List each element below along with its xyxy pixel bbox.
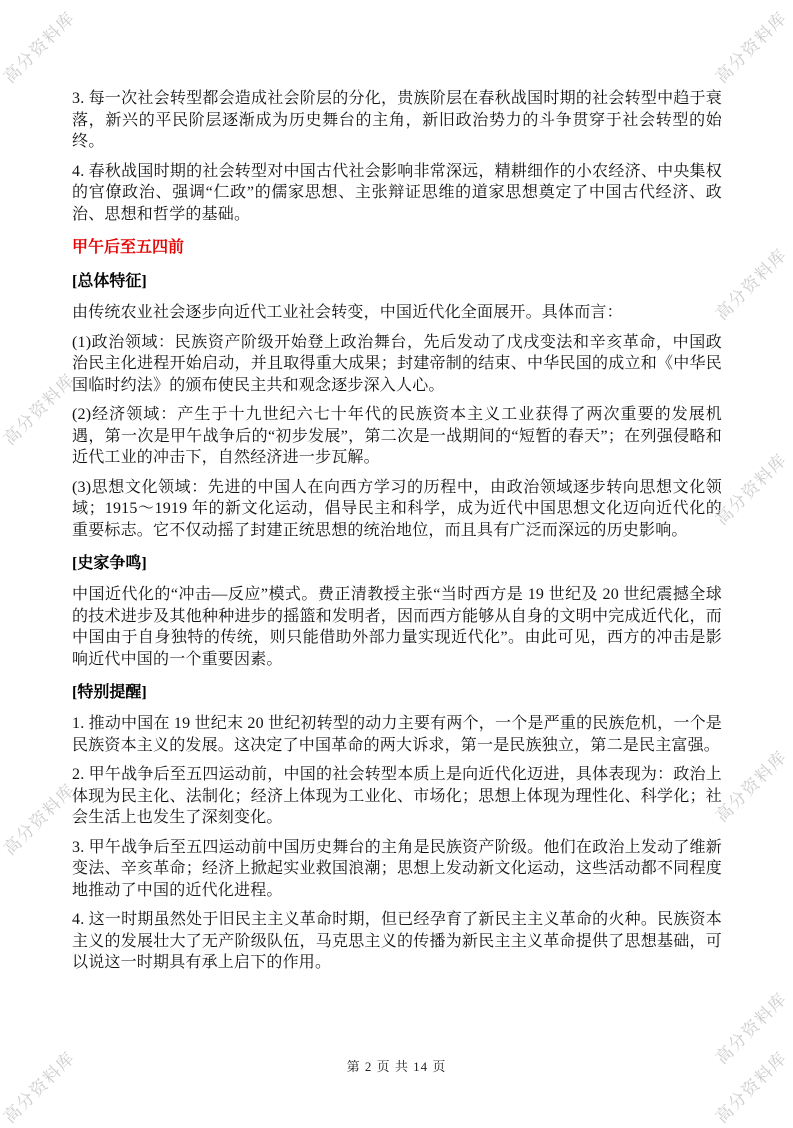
watermark: 高分资料库 (0, 369, 80, 450)
watermark: 高分资料库 (0, 1047, 80, 1128)
document-content (72, 88, 722, 982)
watermark: 高分资料库 (711, 988, 792, 1069)
watermark: 高分资料库 (711, 746, 792, 827)
paragraph-impact-response-model: 中国近代化的“冲击—反应”模式。费正清教授主张“当时西方是 19 世纪及 20 世纪震撼全球的技术进步及其他种种进步的摇篮和发明者，因而西方能够从自身的文明中完成近代化，而中国由于自身独特的传统，则只能借助外部力量实现近代化”。由此可见，西方的冲击是影响近代中国的一个重要因素。 (72, 586, 722, 668)
paragraph-social-transition-point-3: 3. 每一次社会转型都会造成社会阶层的分化，贵族阶层在春秋战国时期的社会转型中趋于衰落，新兴的平民阶层逐渐成为历史舞台的主角，新旧政治势力的斗争贯穿于社会转型的始终。 (72, 90, 722, 150)
page-number: 第 2 页 共 14 页 (346, 1059, 447, 1074)
paragraph-economic-domain: (2)经济领域：产生于十九世纪六七十年代的民族资本主义工业获得了两次重要的发展机遇，第一次是甲午战争后的“初步发展”，第二次是一战期间的“短暂的春天”；在列强侵略和近代工业的冲击下，自然经济进一步瓦解。 (72, 406, 722, 466)
watermark: 高分资料库 (711, 449, 792, 530)
subsection-heading-overall-features: [总体特征] (72, 273, 147, 290)
paragraph-ideological-cultural-domain: (3)思想文化领域：先进的中国人在向西方学习的历程中，由政治领域逐步转向思想文化领域；1915～1919 年的新文化运动，倡导民主和科学，成为近代中国思想文化迈向近代化的重要标志。它不仅动摇了封建正统思想的统治地位，而且具有广泛而深远的历史影响。 (72, 478, 722, 539)
watermark: 高分资料库 (711, 7, 792, 88)
watermark: 高分资料库 (0, 7, 80, 88)
watermark: 高分资料库 (0, 779, 80, 860)
paragraph-reminder-point-3: 3. 甲午战争后至五四运动前中国历史舞台的主角是民族资产阶级。他们在政治上发动了维新变法、辛亥革命；经济上掀起实业救国浪潮；思想上发动新文化运动，这些活动都不同程度地推动了中国的近代化进程。 (72, 838, 722, 899)
paragraph-overall-intro: 由传统农业社会逐步向近代工业社会转变，中国近代化全面展开。具体而言： (72, 304, 623, 321)
watermark: 高分资料库 (711, 1047, 792, 1128)
paragraph-reminder-point-2: 2. 甲午战争后至五四运动前，中国的社会转型本质上是向近代化迈进，具体表现为：政治上体现为民主化、法制化；经济上体现为工业化、市场化；思想上体现为理性化、科学化；社会生活上也发生了深刻变化。 (72, 766, 722, 826)
paragraph-social-transition-point-4: 4. 春秋战国时期的社会转型对中国古代社会影响非常深远，精耕细作的小农经济、中央集权的官僚政治、强调“仁政”的儒家思想、主张辩证思维的道家思想奠定了中国古代经济、政治、思想和哲学的基础。 (72, 162, 722, 223)
watermark: 高分资料库 (711, 244, 792, 325)
section-title-jiawu-to-wusi: 甲午后至五四前 (72, 239, 185, 256)
paragraph-reminder-point-4: 4. 这一时期虽然处于旧民主主义革命时期，但已经孕育了新民主主义革命的火种。民族资本主义的发展壮大了无产阶级队伍，马克思主义的传播为新民主主义革命提供了思想基础，可以说这一时期具有承上启下的作用。 (72, 911, 722, 971)
subsection-heading-special-reminder: [特别提醒] (72, 684, 147, 701)
subsection-heading-historians-debate: [史家争鸣] (72, 555, 147, 572)
paragraph-reminder-point-1: 1. 推动中国在 19 世纪末 20 世纪初转型的动力主要有两个，一个是严重的民族危机，一个是民族资本主义的发展。这决定了中国革命的两大诉求，第一是民族独立，第二是民主富强。 (72, 715, 722, 754)
paragraph-political-domain: (1)政治领域：民族资产阶级开始登上政治舞台，先后发动了戊戌变法和辛亥革命，中国政治民主化进程开始启动，并且取得重大成果；封建帝制的结束、中华民国的成立和《中华民国临时约法》的颁布使民主共和观念逐步深入人心。 (72, 333, 722, 394)
